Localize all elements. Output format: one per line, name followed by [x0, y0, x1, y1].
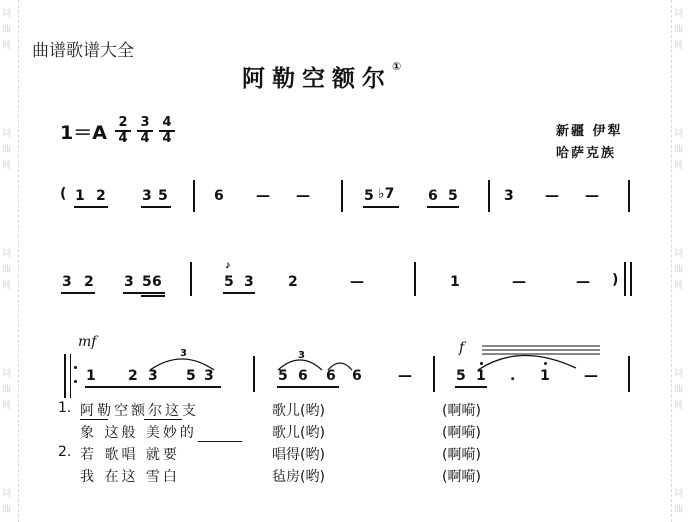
dash: —	[296, 188, 310, 204]
underline-beam	[455, 386, 487, 388]
watermark-char: 词	[2, 129, 12, 139]
dash: —	[350, 274, 364, 290]
underline-beam	[277, 386, 339, 388]
watermark-char: 曲	[674, 265, 684, 275]
note: 5	[456, 368, 466, 384]
note: 3	[204, 368, 214, 384]
paren-close: )	[612, 272, 619, 288]
ts-numerator: 2	[118, 115, 128, 130]
lyric-line-c: (啊嗬)	[442, 469, 481, 485]
note: 5	[158, 188, 168, 204]
dash: —	[576, 274, 590, 290]
barline	[253, 356, 255, 392]
watermark-char: 曲	[674, 25, 684, 35]
watermark-char: 网	[674, 401, 684, 411]
key-signature: 1＝A	[60, 122, 107, 144]
note: 2	[96, 188, 106, 204]
underline-beam	[85, 386, 221, 388]
dynamic-mf: mf	[78, 334, 97, 350]
note: 3	[244, 274, 254, 290]
watermark-char: 网	[674, 161, 684, 171]
note: 2	[84, 274, 94, 290]
credit-ethnicity: 哈萨克族	[556, 146, 617, 161]
dash: —	[545, 188, 559, 204]
watermark-char: 词	[2, 369, 12, 379]
note: 1	[86, 368, 96, 384]
high-octave-dot	[480, 362, 483, 365]
slur	[478, 355, 576, 370]
note: 5	[448, 188, 458, 204]
watermark-char: 词	[2, 9, 12, 19]
note: 3	[504, 188, 514, 204]
lyric-line-b: 歌儿(哟)	[272, 403, 325, 419]
note-flat-seven: ♭7	[378, 186, 395, 202]
note: 5	[142, 274, 152, 290]
note: 5	[278, 368, 288, 384]
note: 6	[214, 188, 224, 204]
note: 5	[224, 274, 234, 290]
watermark-char: 曲	[2, 505, 12, 515]
watermark-char: 词	[674, 249, 684, 259]
watermark-char: 曲	[674, 385, 684, 395]
triplet-mark: 3	[180, 348, 187, 359]
note: 5	[186, 368, 196, 384]
note: 6	[428, 188, 438, 204]
watermark-char: 曲	[2, 25, 12, 35]
barline	[433, 356, 435, 392]
lyric-underline	[198, 441, 242, 442]
dash: —	[585, 188, 599, 204]
ts-numerator: 4	[162, 115, 172, 130]
repeat-dot	[74, 380, 77, 383]
lyric-line-c: (啊嗬)	[442, 403, 481, 419]
watermark-char: 网	[2, 401, 12, 411]
lyric-line-b: 歌儿(哟)	[272, 425, 325, 441]
lyric-underline	[80, 419, 108, 420]
watermark-char: 词	[674, 489, 684, 499]
note: 6	[352, 368, 362, 384]
note: 3	[148, 368, 158, 384]
credit-region: 新疆 伊犁	[556, 124, 623, 139]
lyric-line-c: (啊嗬)	[442, 425, 481, 441]
note: 3	[142, 188, 152, 204]
note: 3	[124, 274, 134, 290]
ts-denominator: 4	[137, 130, 153, 146]
ts-numerator: 3	[140, 115, 150, 130]
triplet-mark: 3	[298, 350, 305, 361]
note: 2	[128, 368, 138, 384]
barline	[628, 356, 630, 392]
note: 6	[152, 274, 162, 290]
note: 6	[326, 368, 336, 384]
dash: —	[398, 368, 412, 384]
dash: —	[512, 274, 526, 290]
verse-number: 1.	[58, 400, 72, 416]
lyric-underline	[144, 419, 182, 420]
watermark-char: 网	[2, 41, 12, 51]
repeat-barline	[64, 354, 66, 398]
verse-number: 2.	[58, 444, 72, 460]
watermark-char: 词	[674, 129, 684, 139]
note: 1	[450, 274, 460, 290]
note: 1	[75, 188, 85, 204]
dash: —	[584, 368, 598, 384]
watermark-char: 词	[2, 249, 12, 259]
watermark-char: 曲	[2, 385, 12, 395]
dynamic-f: f	[459, 340, 465, 356]
watermark-char: 词	[674, 9, 684, 19]
lyric-line-a: 象 这般 美妙的	[80, 425, 197, 441]
lyric-line-b: 唱得(哟)	[272, 447, 325, 463]
ornament-mordent: 𝆕	[226, 258, 230, 271]
note: 5	[364, 188, 374, 204]
site-label: 曲谱歌谱大全	[32, 41, 134, 61]
lyric-line-a: 阿勒空额尔这支	[80, 403, 199, 419]
repeat-barline-thin	[70, 354, 71, 398]
lyric-line-a: 若 歌唱 就要	[80, 447, 180, 463]
song-title-text: 阿勒空额尔	[242, 66, 392, 92]
note: 6	[298, 368, 308, 384]
watermark-char: 网	[674, 41, 684, 51]
augmentation-dot: .	[510, 368, 516, 384]
watermark-char: 曲	[2, 265, 12, 275]
watermark-char: 词	[674, 369, 684, 379]
note: 3	[62, 274, 72, 290]
watermark-char: 词	[2, 489, 12, 499]
dash: —	[256, 188, 270, 204]
watermark-char: 网	[2, 161, 12, 171]
watermark-char: 曲	[2, 145, 12, 155]
note: 2	[288, 274, 298, 290]
lyric-line-c: (啊嗬)	[442, 447, 481, 463]
lyric-line-a: 我 在这 雪白	[80, 469, 180, 485]
watermark-char: 曲	[674, 145, 684, 155]
high-octave-dot	[544, 362, 547, 365]
watermark-char: 网	[2, 281, 12, 291]
title-footnote-mark: ①	[392, 60, 409, 73]
watermark-char: 网	[674, 281, 684, 291]
note: 1	[476, 368, 486, 384]
ts-denominator: 4	[159, 130, 175, 146]
lyric-line-b: 毡房(哟)	[272, 469, 325, 485]
watermark-char: 曲	[674, 505, 684, 515]
repeat-dot	[74, 366, 77, 369]
ts-denominator: 4	[115, 130, 131, 146]
paren-open: (	[60, 186, 67, 202]
note: 1	[540, 368, 550, 384]
